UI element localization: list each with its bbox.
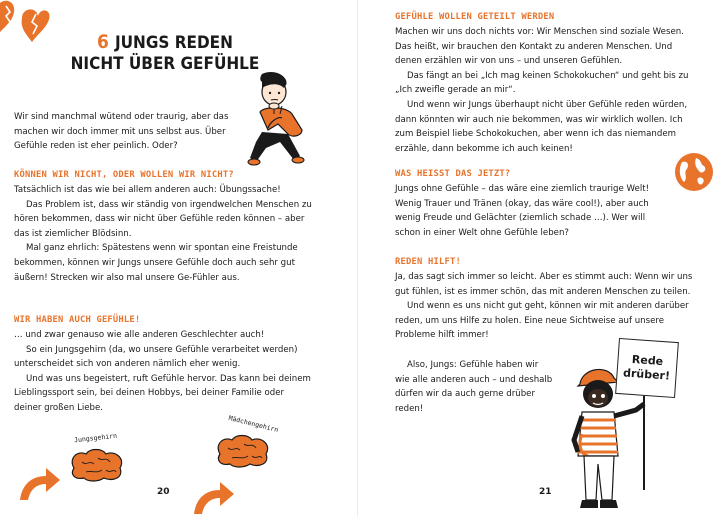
paragraph: Mal ganz ehrlich: Spätestens wenn wir spontan eine Freistunde bekommen, können wir Jungs unsere Gefühle doch auch sehr gut äußern! Strecken wir also mal unsere Ge-Fühler aus.	[14, 243, 298, 283]
chapter-title	[40, 32, 290, 75]
globe-icon	[674, 152, 714, 192]
section-heading-reden-hilft: REDEN HILFT!	[395, 257, 461, 267]
paragraph: … und zwar genauso wie alle anderen Geschlechter auch!	[14, 330, 265, 340]
curved-arrow-icon	[16, 462, 62, 502]
section-body-koennen	[14, 183, 314, 285]
page-gutter	[357, 0, 358, 517]
brain-label-girl: Mädchengehirn	[227, 413, 280, 435]
boy-brain-icon	[68, 448, 126, 482]
section-body-gefuehle	[14, 328, 314, 416]
paragraph: Und wenn wir Jungs überhaupt nicht über Gefühle reden würden, dann könnten wir auch nie bekommen, was wir wirklich wollen. Ich zum Beispiel liebe Schokokuchen, aber wenn ich das niemandem erzähle, dann bekomme ich auch keinen!	[395, 99, 688, 154]
section-heading-koennen: KÖNNEN WIR NICHT, ODER WOLLEN WIR NICHT?	[14, 170, 234, 180]
paragraph: Das Problem ist, dass wir ständig von irgendwelchen Menschen zu hören bekommen, dass wir nicht über Gefühle reden können – aber das ist ziemlicher Blödsinn.	[14, 199, 312, 239]
paragraph: Tatsächlich ist das wie bei allem anderen auch: Übungssache!	[14, 185, 281, 195]
section-heading-geteilt: GEFÜHLE WOLLEN GETEILT WERDEN	[395, 12, 555, 22]
section-heading-was-heisst: WAS HEISST DAS JETZT?	[395, 169, 511, 179]
paragraph: Jungs ohne Gefühle – das wäre eine ziemlich traurige Welt! Wenig Trauer und Tränen (okay, das wäre cool!), aber auch wenig Freude und Gelächter (ziemlich schade …). Wer will schon in einer Welt ohne Gefühle leben?	[395, 184, 650, 238]
paragraph: Das fängt an bei „Ich mag keinen Schokokuchen“ und geht bis zu „Ich zweifle gerade an mir“.	[395, 70, 689, 96]
girl-brain-icon	[214, 434, 272, 468]
paragraph: Machen wir uns doch nichts vor: Wir Menschen sind soziale Wesen. Das heißt, wir brauchen den Kontakt zu anderen Menschen. Und denen erzählen wir von uns – und unseren Gefühlen.	[395, 27, 684, 67]
title-line-1: JUNGS REDEN	[114, 33, 233, 53]
page-number-left: 20	[157, 487, 170, 497]
chapter-number: 6	[97, 31, 109, 53]
paragraph: Und wenn es uns nicht gut geht, können wir mit anderen darüber reden, um uns Hilfe zu holen. Eine neue Sichtweise auf unsere Probleme hilft immer!	[395, 301, 689, 341]
intro-text	[14, 110, 246, 154]
section-heading-gefuehle: WIR HABEN AUCH GEFÜHLE!	[14, 315, 141, 325]
title-line-2: NICHT ÜBER GEFÜHLE	[70, 54, 260, 74]
paragraph: So ein Jungsgehirn (da, wo unsere Gefühle verarbeitet werden) unterscheidet sich von anderen nämlich eher wenig.	[14, 344, 298, 370]
paragraph: Ja, das sagt sich immer so leicht. Aber es stimmt auch: Wenn wir uns gut fühlen, ist es immer schön, das mit anderen Menschen zu teilen.	[395, 272, 693, 297]
intro-paragraph: Wir sind manchmal wütend oder traurig, aber das machen wir doch immer mit uns selbst aus. Über Gefühle reden ist eher peinlich. Oder?	[14, 112, 229, 152]
section-body-reden-hilft	[395, 270, 699, 343]
section-body-was-heisst	[395, 182, 665, 240]
section-body-geteilt	[395, 25, 699, 156]
sign-rede-drueber: Rede drüber!	[615, 338, 679, 398]
section-body-reden-hilft-end	[395, 358, 553, 416]
paragraph: Und was uns begeistert, ruft Gefühle hervor. Das kann bei deinem Lieblingssport sein, bei deinen Hobbys, bei deiner Familie oder deiner großen Liebe.	[14, 373, 311, 413]
page-number-right: 21	[539, 487, 552, 497]
paragraph: Also, Jungs: Gefühle haben wir wie alle anderen auch – und deshalb dürfen wir da auch gerne drüber reden!	[395, 360, 553, 414]
curved-arrow-icon	[190, 478, 236, 516]
brain-label-boy: Jungsgehirn	[73, 431, 118, 445]
sitting-boy-illustration	[248, 72, 316, 172]
